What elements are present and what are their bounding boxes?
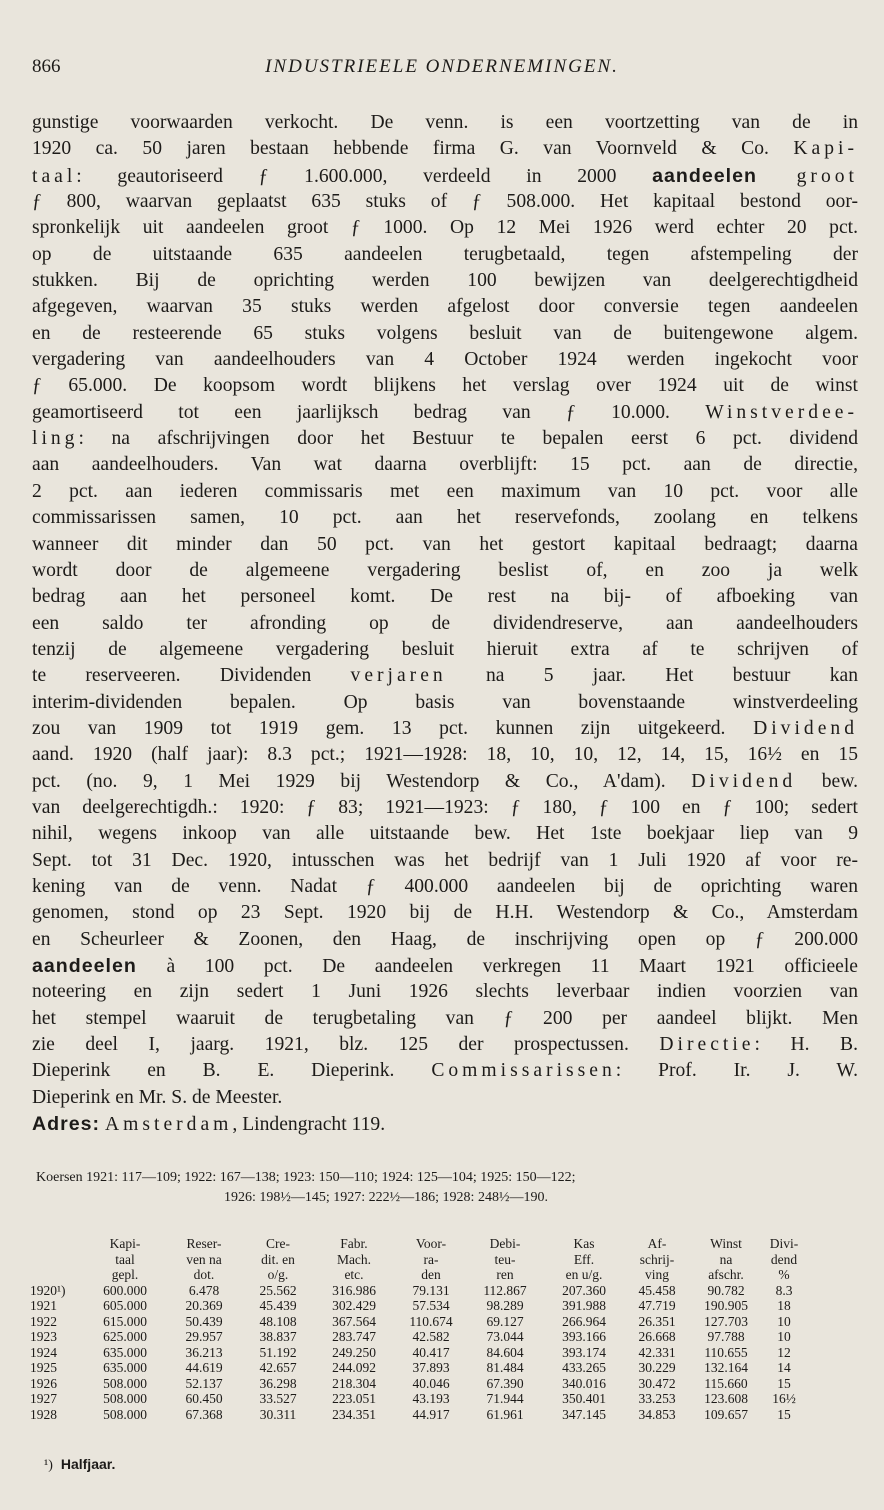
table-cell: 40.046 [412,1375,450,1391]
table-row [30,1391,806,1407]
text-segment: Dividend [753,717,858,739]
table-cell: 97.788 [707,1329,745,1344]
table-cell: 71.944 [486,1391,524,1406]
column-header: dend [770,1251,798,1267]
table-cell: 605.000 [103,1298,147,1313]
table-cell: 48.108 [259,1313,297,1329]
koersen-line-2: 1926: 198½—145; 1927: 222½—186; 1928: 248½—190. [224,1190,548,1205]
table-cell: 26.351 [638,1313,676,1329]
table-cell: 6.478 [188,1282,220,1298]
column-header: etc. [344,1267,364,1282]
text-segment: bedrag aan het personeel komt. De rest na bij- of afboeking van [32,586,858,608]
column-header: Mach. [336,1251,372,1267]
table-cell: 61.961 [486,1406,524,1422]
text-line [32,900,858,926]
year-cell: 1927 [30,1391,57,1406]
table-cell: 600.000 [103,1282,147,1298]
text-segment: Adres: [32,1113,101,1136]
table-row [30,1314,806,1330]
table-cell: 8.3 [775,1282,793,1298]
column-header: na [719,1251,733,1267]
text-line [32,110,858,136]
table-cell: 249.250 [332,1344,376,1360]
column-header: Reser- [186,1236,222,1251]
text-line [32,927,858,953]
year-cell: 1926 [30,1375,57,1391]
table-row [30,1376,806,1392]
footnote-text: Halfjaar. [60,1456,116,1472]
text-segment: Dieperink en B. E. Dieperink. [32,1060,432,1082]
text-segment: ƒ 65.000. De koopsom wordt blijkens het verslag over 1924 uit de winst [32,375,858,397]
table-cell: 18 [777,1298,791,1313]
table-cell: 393.166 [562,1329,606,1344]
table-cell: 37.893 [412,1360,450,1375]
table-cell: 52.137 [185,1375,223,1391]
text-segment: Commissarissen [431,1060,616,1082]
column-header [30,1252,86,1268]
table-cell: 110.655 [704,1344,748,1360]
text-line [32,953,858,979]
table-row [30,1283,806,1299]
text-line [32,189,858,215]
table-cell: 244.092 [332,1360,376,1375]
table-cell: 90.782 [707,1282,745,1298]
text-line [32,452,858,478]
text-segment: gunstige voorwaarden verkocht. De venn. is een voortzetting van de in [32,112,858,133]
table-cell: 367.564 [332,1313,376,1329]
table-cell: 42.582 [412,1329,450,1344]
text-line [32,400,858,426]
table-cell: 67.368 [185,1406,223,1422]
text-line [32,373,858,399]
text-segment: à 100 pct. De aandeelen verkregen 11 Maart 1921 officieele [136,956,858,977]
column-header [30,1236,86,1252]
page-header [30,56,854,86]
financial-table-header [30,1236,806,1283]
table-cell: 30.229 [638,1360,676,1375]
table-cell: 60.450 [185,1391,223,1406]
text-segment: 1920 ca. 50 jaren bestaan hebbende firma G. van Voornveld & Co. [32,138,794,160]
table-cell: 316.986 [332,1282,376,1298]
table-cell: 84.604 [486,1344,524,1360]
table-cell: 132.164 [704,1360,748,1375]
text-segment: noteering en zijn sedert 1 Juni 1926 slechts leverbaar indien voorzien van [32,981,858,1003]
table-cell: 57.534 [412,1298,450,1313]
table-cell: 508.000 [103,1375,147,1391]
column-header: den [421,1267,441,1282]
footnote-marker: ¹) [44,1458,53,1473]
column-header: dit. en [261,1251,295,1267]
text-line [32,874,858,900]
column-header: dot. [193,1267,215,1282]
table-row [30,1360,806,1376]
text-segment: Winstverdee- [705,401,858,423]
table-cell: 42.331 [638,1344,676,1360]
text-line [32,242,858,268]
financial-table [30,1236,806,1422]
text-line [32,505,858,531]
year-cell: 1924 [30,1344,57,1360]
text-line [32,769,858,795]
table-cell: 44.917 [412,1406,450,1422]
table-cell: 44.619 [185,1360,223,1375]
text-line [32,663,858,689]
column-header: Fabr. [340,1236,368,1251]
text-segment: een saldo ter afronding op de dividendreserve, aan aandeelhouders [32,612,858,634]
table-cell: 30.311 [259,1406,297,1422]
header-row [30,1252,806,1268]
text-line [32,347,858,373]
text-segment: aand. 1920 (half jaar): 8.3 pct.; 1921—1928: 18, 10, 10, 12, 14, 15, 16½ en 15 [32,744,858,766]
company-description [32,110,858,1137]
table-cell: 112.867 [483,1282,527,1298]
table-cell: 51.192 [259,1344,297,1360]
text-segment: interim-dividenden bepalen. Op basis van bovenstaande winstverdeeling [32,691,858,713]
year-cell: 1928 [30,1406,57,1422]
table-cell: 635.000 [103,1360,147,1375]
column-header: en u/g. [565,1267,603,1282]
table-cell: 190.905 [704,1298,748,1313]
text-line [32,821,858,847]
text-segment: geamortiseerd tot een jaarlijksch bedrag van ƒ 10.000. [32,401,706,423]
year-cell: 1922 [30,1313,57,1329]
text-line [32,163,858,189]
text-segment: Sept. tot 31 Dec. 1920, intusschen was het bedrijf van 1 Juli 1920 af voor re- [32,849,858,871]
table-cell: 47.719 [638,1298,676,1313]
table-cell: 207.360 [562,1282,606,1298]
table-cell: 29.957 [185,1329,223,1344]
column-header: ren [496,1267,514,1282]
text-line [32,294,858,320]
text-segment: Amsterdam [104,1114,233,1136]
text-segment: pct. (no. 9, 1 Mei 1929 bij Westendorp & Co., A'dam). [32,770,692,792]
text-segment: na 5 jaar. Het bestuur kan [446,665,858,687]
year-cell: 1921 [30,1298,57,1313]
column-header: Debi- [489,1236,521,1251]
table-cell: 508.000 [103,1406,147,1422]
page-number: 866 [32,56,61,77]
text-segment: het stempel waaruit de terugbetaling van ƒ 200 per aandeel blijkt. Men [32,1007,858,1029]
year-cell: 1925 [30,1360,57,1375]
year-cell: 1920¹) [30,1282,66,1298]
text-segment: tenzij de algemeene vergadering besluit hieruit extra af te schrijven of [32,638,858,660]
table-cell: 508.000 [103,1391,147,1406]
table-cell: 33.253 [638,1391,676,1406]
table-cell: 218.304 [332,1375,376,1391]
column-header: o/g. [267,1267,289,1282]
column-header: Kapi- [109,1236,141,1251]
column-header: teu- [494,1251,516,1267]
table-cell: 98.289 [486,1298,524,1313]
footnote [44,1456,115,1474]
table-row [30,1407,806,1423]
table-cell: 15 [777,1406,791,1422]
text-segment: : Prof. Ir. J. W. [615,1060,858,1082]
text-segment: aan aandeelhouders. Van wat daarna overblijft: 15 pct. aan de directie, [32,454,858,476]
text-line [32,690,858,716]
table-cell: 433.265 [562,1360,606,1375]
column-header: schrij- [639,1251,675,1267]
text-segment: van deelgerechtigdh.: 1920: ƒ 83; 1921—1923: ƒ 180, ƒ 100 en ƒ 100; sedert [32,796,858,818]
text-segment: Dieperink en Mr. S. de Meester. [32,1086,283,1108]
table-cell: 42.657 [259,1360,297,1375]
table-cell: 12 [777,1344,791,1360]
table-cell: 45.458 [638,1282,676,1298]
text-line [32,321,858,347]
table-cell: 393.174 [562,1344,606,1360]
text-line [32,742,858,768]
table-cell: 25.562 [259,1282,297,1298]
text-segment: te reserveeren. Dividenden [32,665,351,687]
text-line [32,426,858,452]
table-cell: 127.703 [704,1313,748,1329]
text-line [32,584,858,610]
column-header: ra- [423,1251,439,1267]
table-cell: 266.964 [562,1313,606,1329]
table-cell: 20.369 [185,1298,223,1313]
text-segment: aandeelen [652,164,757,187]
table-cell: 45.439 [259,1298,297,1313]
text-segment: 2 pct. aan iederen commissaris met een maximum van 10 pct. voor alle [32,480,858,502]
text-line [32,215,858,241]
text-segment: taal [32,165,77,187]
table-cell: 615.000 [103,1313,147,1329]
text-segment: kening van de venn. Nadat ƒ 400.000 aandeelen bij de oprichting waren [32,875,858,897]
table-cell: 223.051 [332,1391,376,1406]
column-header: ving [644,1267,669,1282]
text-segment: en Scheurleer & Zoonen, den Haag, de inschrijving open op ƒ 200.000 [32,928,858,950]
running-title: INDUSTRIEELE ONDERNEMINGEN. [265,56,619,77]
table-cell: 79.131 [412,1282,450,1298]
table-cell: 43.193 [412,1391,450,1406]
table-cell: 350.401 [562,1391,606,1406]
text-segment: , Lindengracht 119. [232,1114,386,1136]
table-cell: 625.000 [103,1329,147,1344]
text-line [32,716,858,742]
column-header: Eff. [573,1251,595,1267]
table-row [30,1345,806,1361]
column-header: Cre- [266,1236,290,1251]
column-header: Af- [647,1236,667,1251]
text-segment: groot [756,165,858,187]
table-cell: 347.145 [562,1406,606,1422]
table-cell: 38.837 [259,1329,297,1344]
table-cell: 14 [777,1360,791,1375]
table-cell: 26.668 [638,1329,676,1344]
table-cell: 110.674 [409,1313,453,1329]
text-line [32,479,858,505]
text-segment: afgegeven, waarvan 35 stuks werden afgelost door conversie tegen aandeelen [32,296,858,318]
table-cell: 30.472 [638,1375,676,1391]
text-segment: op de uitstaande 635 aandeelen terugbetaald, tegen afstempeling der [32,243,858,265]
text-line [32,848,858,874]
koersen-line-1: Koersen 1921: 117—109; 1922: 167—138; 1923: 150—110; 1924: 125—104; 1925: 150—122; [36,1170,576,1185]
text-segment: wordt door de algemeene vergadering beslist of, en zoo ja welk [32,559,858,581]
text-line [32,136,858,162]
table-cell: 33.527 [259,1391,297,1406]
text-segment: stukken. Bij de oprichting werden 100 bewijzen van deelgerechtigdheid [32,270,858,292]
text-segment: Directie [659,1034,755,1056]
text-segment: ƒ 800, waarvan geplaatst 635 stuks of ƒ 508.000. Het kapitaal bestond oor- [32,191,858,213]
table-cell: 81.484 [486,1360,524,1375]
header-row [30,1267,806,1283]
year-cell: 1923 [30,1329,57,1344]
text-segment: verjaren [350,665,447,687]
column-header: gepl. [111,1267,139,1282]
text-segment: en de resteerende 65 stuks volgens besluit van de buitengewone algem. [32,322,858,344]
column-header: taal [115,1251,135,1267]
column-header: Voor- [415,1236,447,1251]
text-segment: bew. [796,770,858,792]
text-line [32,1058,858,1084]
table-cell: 283.747 [332,1329,376,1344]
text-segment: genomen, stond op 23 Sept. 1920 bij de H.H. Westendorp & Co., Amsterdam [32,902,858,924]
table-cell: 50.439 [185,1313,223,1329]
table-cell: 40.417 [412,1344,450,1360]
table-cell: 234.351 [332,1406,376,1422]
text-segment: zou van 1909 tot 1919 gem. 13 pct. kunnen zijn uitgekeerd. [32,717,754,739]
text-segment: nihil, wegens inkoop van alle uitstaande bew. Het 1ste boekjaar liep van 9 [32,823,858,845]
table-cell: 36.213 [185,1344,223,1360]
text-line [32,1085,858,1111]
text-segment: commissarissen samen, 10 pct. aan het reservefonds, zoolang en telkens [32,507,858,529]
column-header: afschr. [708,1267,744,1282]
column-header: ven na [186,1251,222,1267]
text-line [32,637,858,663]
table-cell: 115.660 [704,1375,748,1391]
financial-table-body [30,1283,806,1423]
text-line [32,1032,858,1058]
table-cell: 69.127 [486,1313,524,1329]
table-cell: 67.390 [486,1375,524,1391]
column-header: Kas [573,1236,595,1251]
text-line [32,1111,858,1137]
text-line [32,268,858,294]
table-cell: 15 [777,1375,791,1391]
table-cell: 391.988 [562,1298,606,1313]
table-cell: 16½ [772,1391,796,1406]
text-line [32,558,858,584]
table-cell: 123.608 [704,1391,748,1406]
text-line [32,979,858,1005]
header-row [30,1236,806,1252]
text-segment: ling [32,428,79,450]
text-line [32,611,858,637]
table-row [30,1329,806,1345]
table-cell: 302.429 [332,1298,376,1313]
text-segment: Kapi- [793,138,858,160]
table-cell: 34.853 [638,1406,676,1422]
text-segment: : na afschrijvingen door het Bestuur te bepalen eerst 6 pct. dividend [78,428,858,450]
table-cell: 340.016 [562,1375,606,1391]
table-cell: 36.298 [259,1375,297,1391]
table-cell: 10 [777,1313,791,1329]
table-cell: 73.044 [486,1329,524,1344]
table-cell: 109.657 [704,1406,748,1422]
text-segment: vergadering van aandeelhouders van 4 October 1924 werden ingekocht voor [32,349,858,371]
text-line [32,795,858,821]
text-line [32,1006,858,1032]
text-segment: : H. B. [754,1034,858,1056]
text-segment: wanneer dit minder dan 50 pct. van het gestort kapitaal bedraagt; daarna [32,533,858,555]
table-row [30,1298,806,1314]
text-line [32,532,858,558]
text-segment: Dividend [691,770,797,792]
table-cell: 635.000 [103,1344,147,1360]
share-price-history [36,1168,856,1208]
column-header: Divi- [769,1236,799,1251]
table-cell: 10 [777,1329,791,1344]
text-segment: : geautoriseerd ƒ 1.600.000, verdeeld in 2000 [76,165,653,187]
column-header: Winst [710,1236,742,1251]
text-segment: spronkelijk uit aandeelen groot ƒ 1000. Op 12 Mei 1926 werd echter 20 pct. [32,217,858,239]
column-header [30,1267,86,1283]
text-segment: aandeelen [32,955,137,977]
text-segment: zie deel I, jaarg. 1921, blz. 125 der prospectussen. [32,1034,660,1056]
column-header: % [778,1267,790,1282]
